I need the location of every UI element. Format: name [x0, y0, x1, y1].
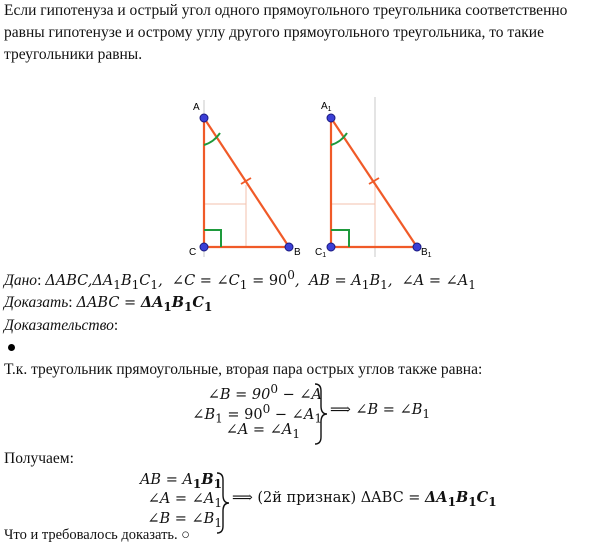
system2-row1: AB = $A_1B_1$	[139, 471, 222, 491]
vertex-b	[285, 243, 293, 251]
system2-brace	[214, 471, 232, 535]
system1-row3: ∠A = $\angle A_1$	[225, 422, 300, 441]
bullet-dot	[8, 344, 15, 351]
theorem-statement: Если гипотенуза и острый угол одного прямоугольного треугольника соответственно равны гипотенузе и острому углу другого прямоугольного треугольника, то такие треугольники равны.	[4, 2, 568, 63]
system2-row3: ∠B = $\angle B_1$	[147, 511, 222, 530]
vertex-a1	[327, 114, 335, 122]
label-b: B	[294, 247, 301, 258]
system1-equations	[187, 382, 322, 444]
triangle-a1b1c1	[315, 97, 432, 259]
system1-row1: ∠B = $90^0$ − ∠A	[207, 382, 322, 403]
label-b1: $B_1$	[421, 247, 432, 259]
qed-mark: ○	[181, 527, 191, 543]
obtain-label: Получаем:	[4, 450, 74, 467]
system1-result: ⟹ ∠B = $\angle B_1$	[330, 402, 431, 421]
vertex-a	[200, 114, 208, 122]
label-a1: $A_1$	[321, 101, 332, 113]
vertex-c	[200, 243, 208, 251]
prove-label: Доказать	[4, 294, 69, 311]
given-line: Дано: $\Delta ABC,\Delta A_1B_1C_1$, ∠C = $\angle C_1 = 90^0$, AB = $A_1B_1$, ∠A = $\angle A_1$	[4, 268, 476, 292]
prove-content: $\Delta ABC = \Delta A_1B_1C_1$	[76, 294, 213, 314]
vertex-b1	[413, 243, 421, 251]
label-c: C	[189, 247, 197, 258]
system1-row2: $\angle B_1 = 90^0$ − $\angle A_1$	[192, 402, 322, 426]
system2-equations	[140, 471, 222, 533]
label-a: A	[193, 102, 200, 113]
step1-text: Т.к. треугольник прямоугольные, вторая пара острых углов также равна:	[4, 361, 483, 378]
proof-heading: Доказательство:	[4, 317, 119, 334]
given-content: $\Delta ABC,\Delta A_1B_1C_1$, ∠C = $\angle C_1 = 90^0$, AB = $A_1B_1$, ∠A = $\angle A_1$	[45, 268, 476, 292]
system2-row2: ∠A = $\angle A_1$	[147, 491, 222, 510]
given-label: Дано	[4, 271, 38, 289]
prove-line: Доказать: $\Delta ABC = \Delta A_1B_1C_1$	[4, 294, 213, 314]
conclusion-line: Что и требовалось доказать. ○	[4, 527, 191, 543]
triangle-abc	[189, 100, 301, 258]
label-c1: $C_1$	[315, 247, 327, 259]
system2-result: ⟹ (2й признак) $\Delta ABC = \Delta A_1B_1C_1$	[232, 489, 497, 509]
system1-brace	[312, 382, 330, 446]
vertex-c1	[327, 243, 335, 251]
